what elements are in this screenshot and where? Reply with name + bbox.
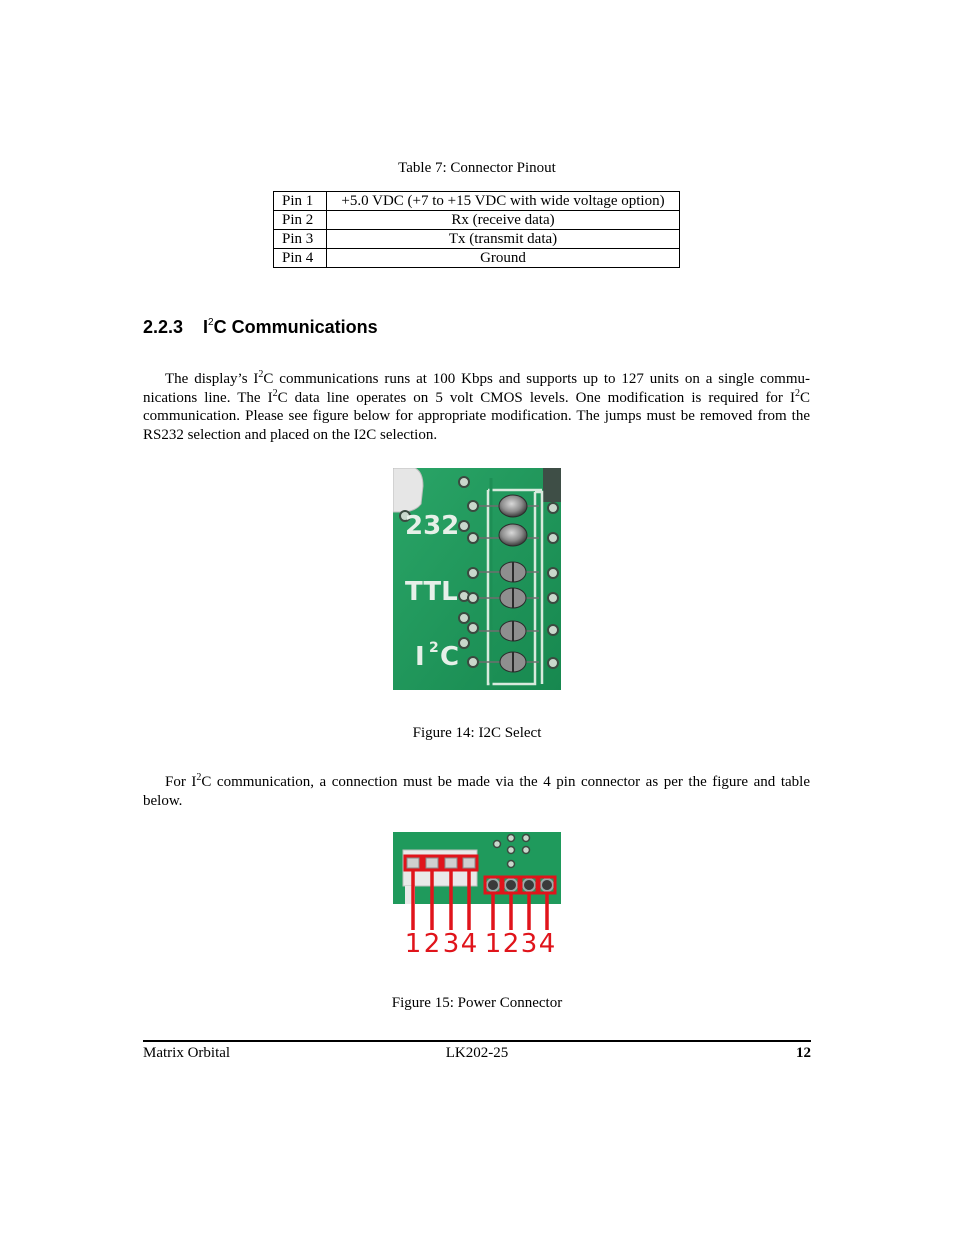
section-heading [143, 317, 378, 338]
footer-left: Matrix Orbital [143, 1045, 231, 1061]
description-cell: Ground [327, 249, 680, 268]
pin-cell: Pin 3 [274, 230, 327, 249]
description-cell: +5.0 VDC (+7 to +15 VDC with wide voltage option) [327, 192, 680, 211]
body-paragraph: The display’s $I^2C$ communications runs at 100 Kbps and supports up to 127 units on a single commu-nications line. The $I^2C$ data line operates on 5 volt CMOS levels. One modification is required for $I^2C$ communication. Please see figure below for appropriate modification. The jumps must be removed from the RS232 selection and placed on the I2C selection. [143, 369, 810, 443]
table-row [274, 230, 680, 249]
description-cell: Rx (receive data) [327, 211, 680, 230]
left-pin-number-2: 2 [423, 929, 441, 959]
connector-pinout-table [273, 191, 680, 268]
page-number: 12 [796, 1045, 811, 1061]
figure-15-caption: Figure 15: Power Connector [391, 995, 563, 1011]
footer-center: LK202-25 [445, 1045, 509, 1061]
pin-cell: Pin 4 [274, 249, 327, 268]
label-i2c-c: C [440, 642, 460, 672]
figure-14-caption: Figure 14: I2C Select [412, 725, 542, 741]
label-232: 232 [405, 511, 460, 541]
table-caption: Table 7: Connector Pinout [398, 160, 556, 176]
body-paragraph: For $I^2C$ communication, a connection must be made via the 4 pin connector as per the figure and table below. [143, 772, 810, 809]
label-i2c-i: I [415, 642, 425, 672]
left-pin-number-1: 1 [404, 929, 422, 959]
left-pin-number-4: 4 [460, 929, 478, 959]
power-connector-photo [393, 832, 561, 960]
pin-cell: Pin 2 [274, 211, 327, 230]
table-row [274, 249, 680, 268]
right-pin-number-1: 1 [484, 929, 502, 959]
label-ttl: TTL [405, 577, 458, 607]
right-pin-number-2: 2 [502, 929, 520, 959]
section-number: 2.2.3 [143, 317, 184, 337]
right-pin-number-4: 4 [538, 929, 556, 959]
section-title-suffix: C Communications [213, 317, 378, 337]
section-title-superscript: 2 [208, 317, 214, 328]
label-i2c-superscript: 2 [429, 640, 439, 656]
pin-cell: Pin 1 [274, 192, 327, 211]
i2c-select-photo [393, 468, 561, 690]
left-pin-number-3: 3 [442, 929, 460, 959]
description-cell: Tx (transmit data) [327, 230, 680, 249]
footer-rule [143, 1040, 811, 1042]
table-row [274, 211, 680, 230]
table-row [274, 192, 680, 211]
right-pin-number-3: 3 [520, 929, 538, 959]
section-title-prefix: I [203, 317, 209, 337]
